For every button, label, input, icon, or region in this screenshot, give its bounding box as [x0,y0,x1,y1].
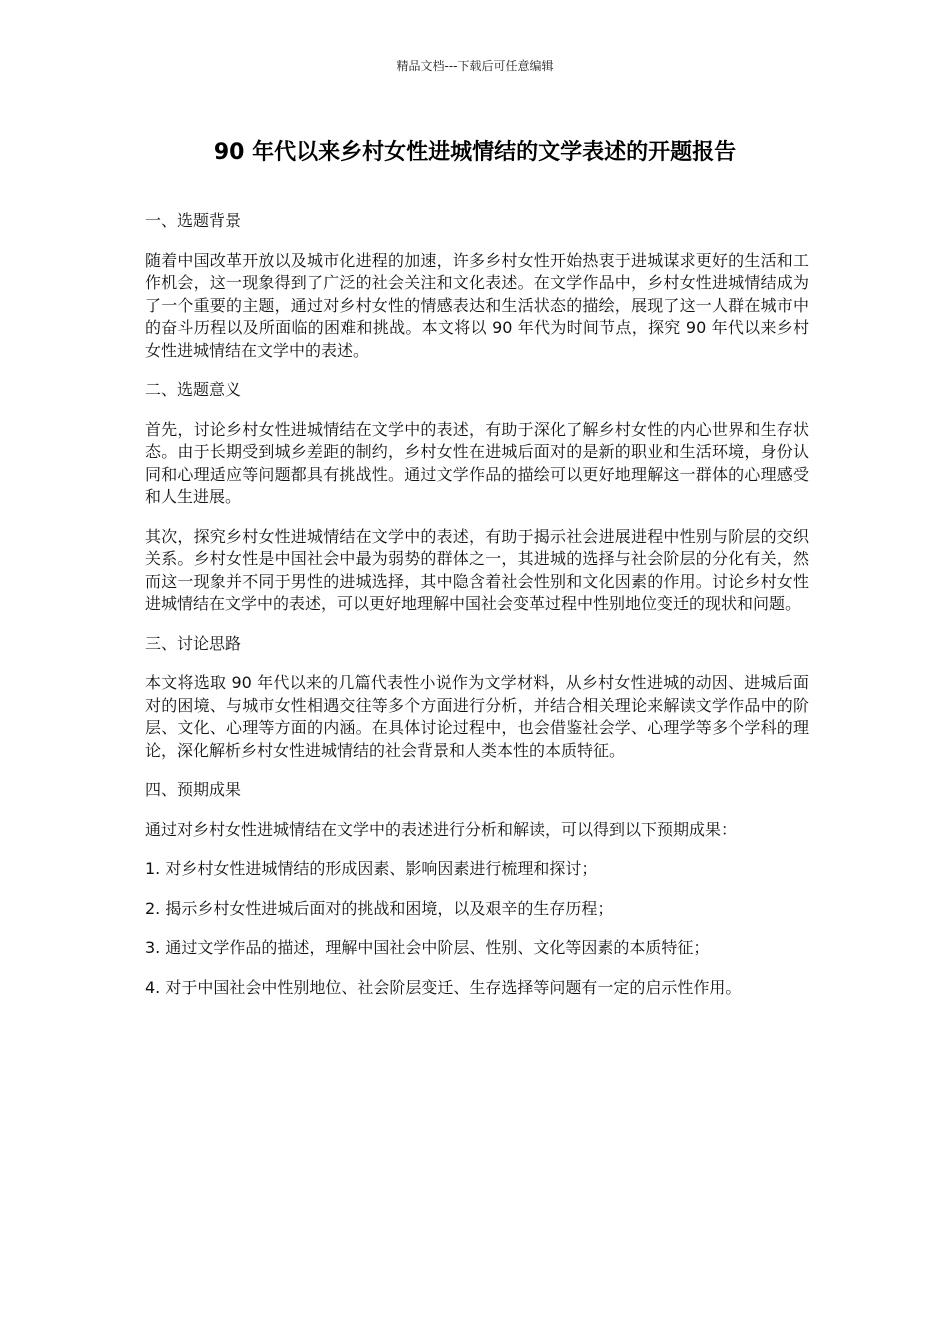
document-body [145,210,809,1016]
approach-paragraph: 本文将选取 90 年代以来的几篇代表性小说作为文学材料，从乡村女性进城的动因、进城后面对的困境、与城市女性相遇交往等多个方面进行分析，并结合相关理论来解读文学作品中的阶层、文化、心理等方面的内涵。在具体讨论过程中，也会借鉴社会学、心理学等多个学科的理论，深化解析乡村女性进城情结的社会背景和人类本性的本质特征。 [145,673,809,760]
document-title: 90 年代以来乡村女性进城情结的文学表述的开题报告 [213,140,737,165]
significance-paragraph-1: 首先，讨论乡村女性进城情结在文学中的表述，有助于深化了解乡村女性的内心世界和生存状态。由于长期受到城乡差距的制约，乡村女性在进城后面对的是新的职业和生活环境，身份认同和心理适应等问题都具有挑战性。通过文学作品的描绘可以更好地理解这一群体的心理感受和人生进展。 [145,419,809,506]
outcome-item-2: 2. 揭示乡村女性进城后面对的挑战和困境，以及艰辛的生存历程； [145,898,614,918]
section-heading-significance: 二、选题意义 [145,380,242,399]
outcomes-intro: 通过对乡村女性进城情结在文学中的表述进行分析和解读，可以得到以下预期成果： [145,819,738,839]
header-note: 精品文档---下载后可任意编辑 [396,59,554,73]
significance-paragraph-2: 其次，探究乡村女性进城情结在文学中的表述，有助于揭示社会进展进程中性别与阶层的交织关系。乡村女性是中国社会中最为弱势的群体之一，其进城的选择与社会阶层的分化有关，然而这一现象并不同于男性的进城选择，其中隐含着社会性别和文化因素的作用。讨论乡村女性进城情结在文学中的表述，可以更好地理解中国社会变革过程中性别地位变迁的现状和问题。 [145,526,809,613]
section-heading-background: 一、选题背景 [145,211,242,230]
outcome-item-4: 4. 对于中国社会中性别地位、社会阶层变迁、生存选择等问题有一定的启示性作用。 [145,977,742,997]
outcome-item-1: 1. 对乡村女性进城情结的形成因素、影响因素进行梳理和探讨； [145,859,598,878]
section-heading-approach: 三、讨论思路 [145,633,242,653]
section-heading-outcomes: 四、预期成果 [145,780,242,799]
background-paragraph: 随着中国改革开放以及城市化进程的加速，许多乡村女性开始热衷于进城谋求更好的生活和工作机会，这一现象得到了广泛的社会关注和文化表述。在文学作品中，乡村女性进城情结成为了一个重要的主题，通过对乡村女性的情感表达和生活状态的描绘，展现了这一人群在城市中的奋斗历程以及所面临的困难和挑战。本文将以 90 年代为时间节点，探究 90 年代以来乡村女性进城情结在文学中的表述。 [145,250,809,360]
outcome-item-3: 3. 通过文学作品的描述，理解中国社会中阶层、性别、文化等因素的本质特征； [145,938,710,957]
